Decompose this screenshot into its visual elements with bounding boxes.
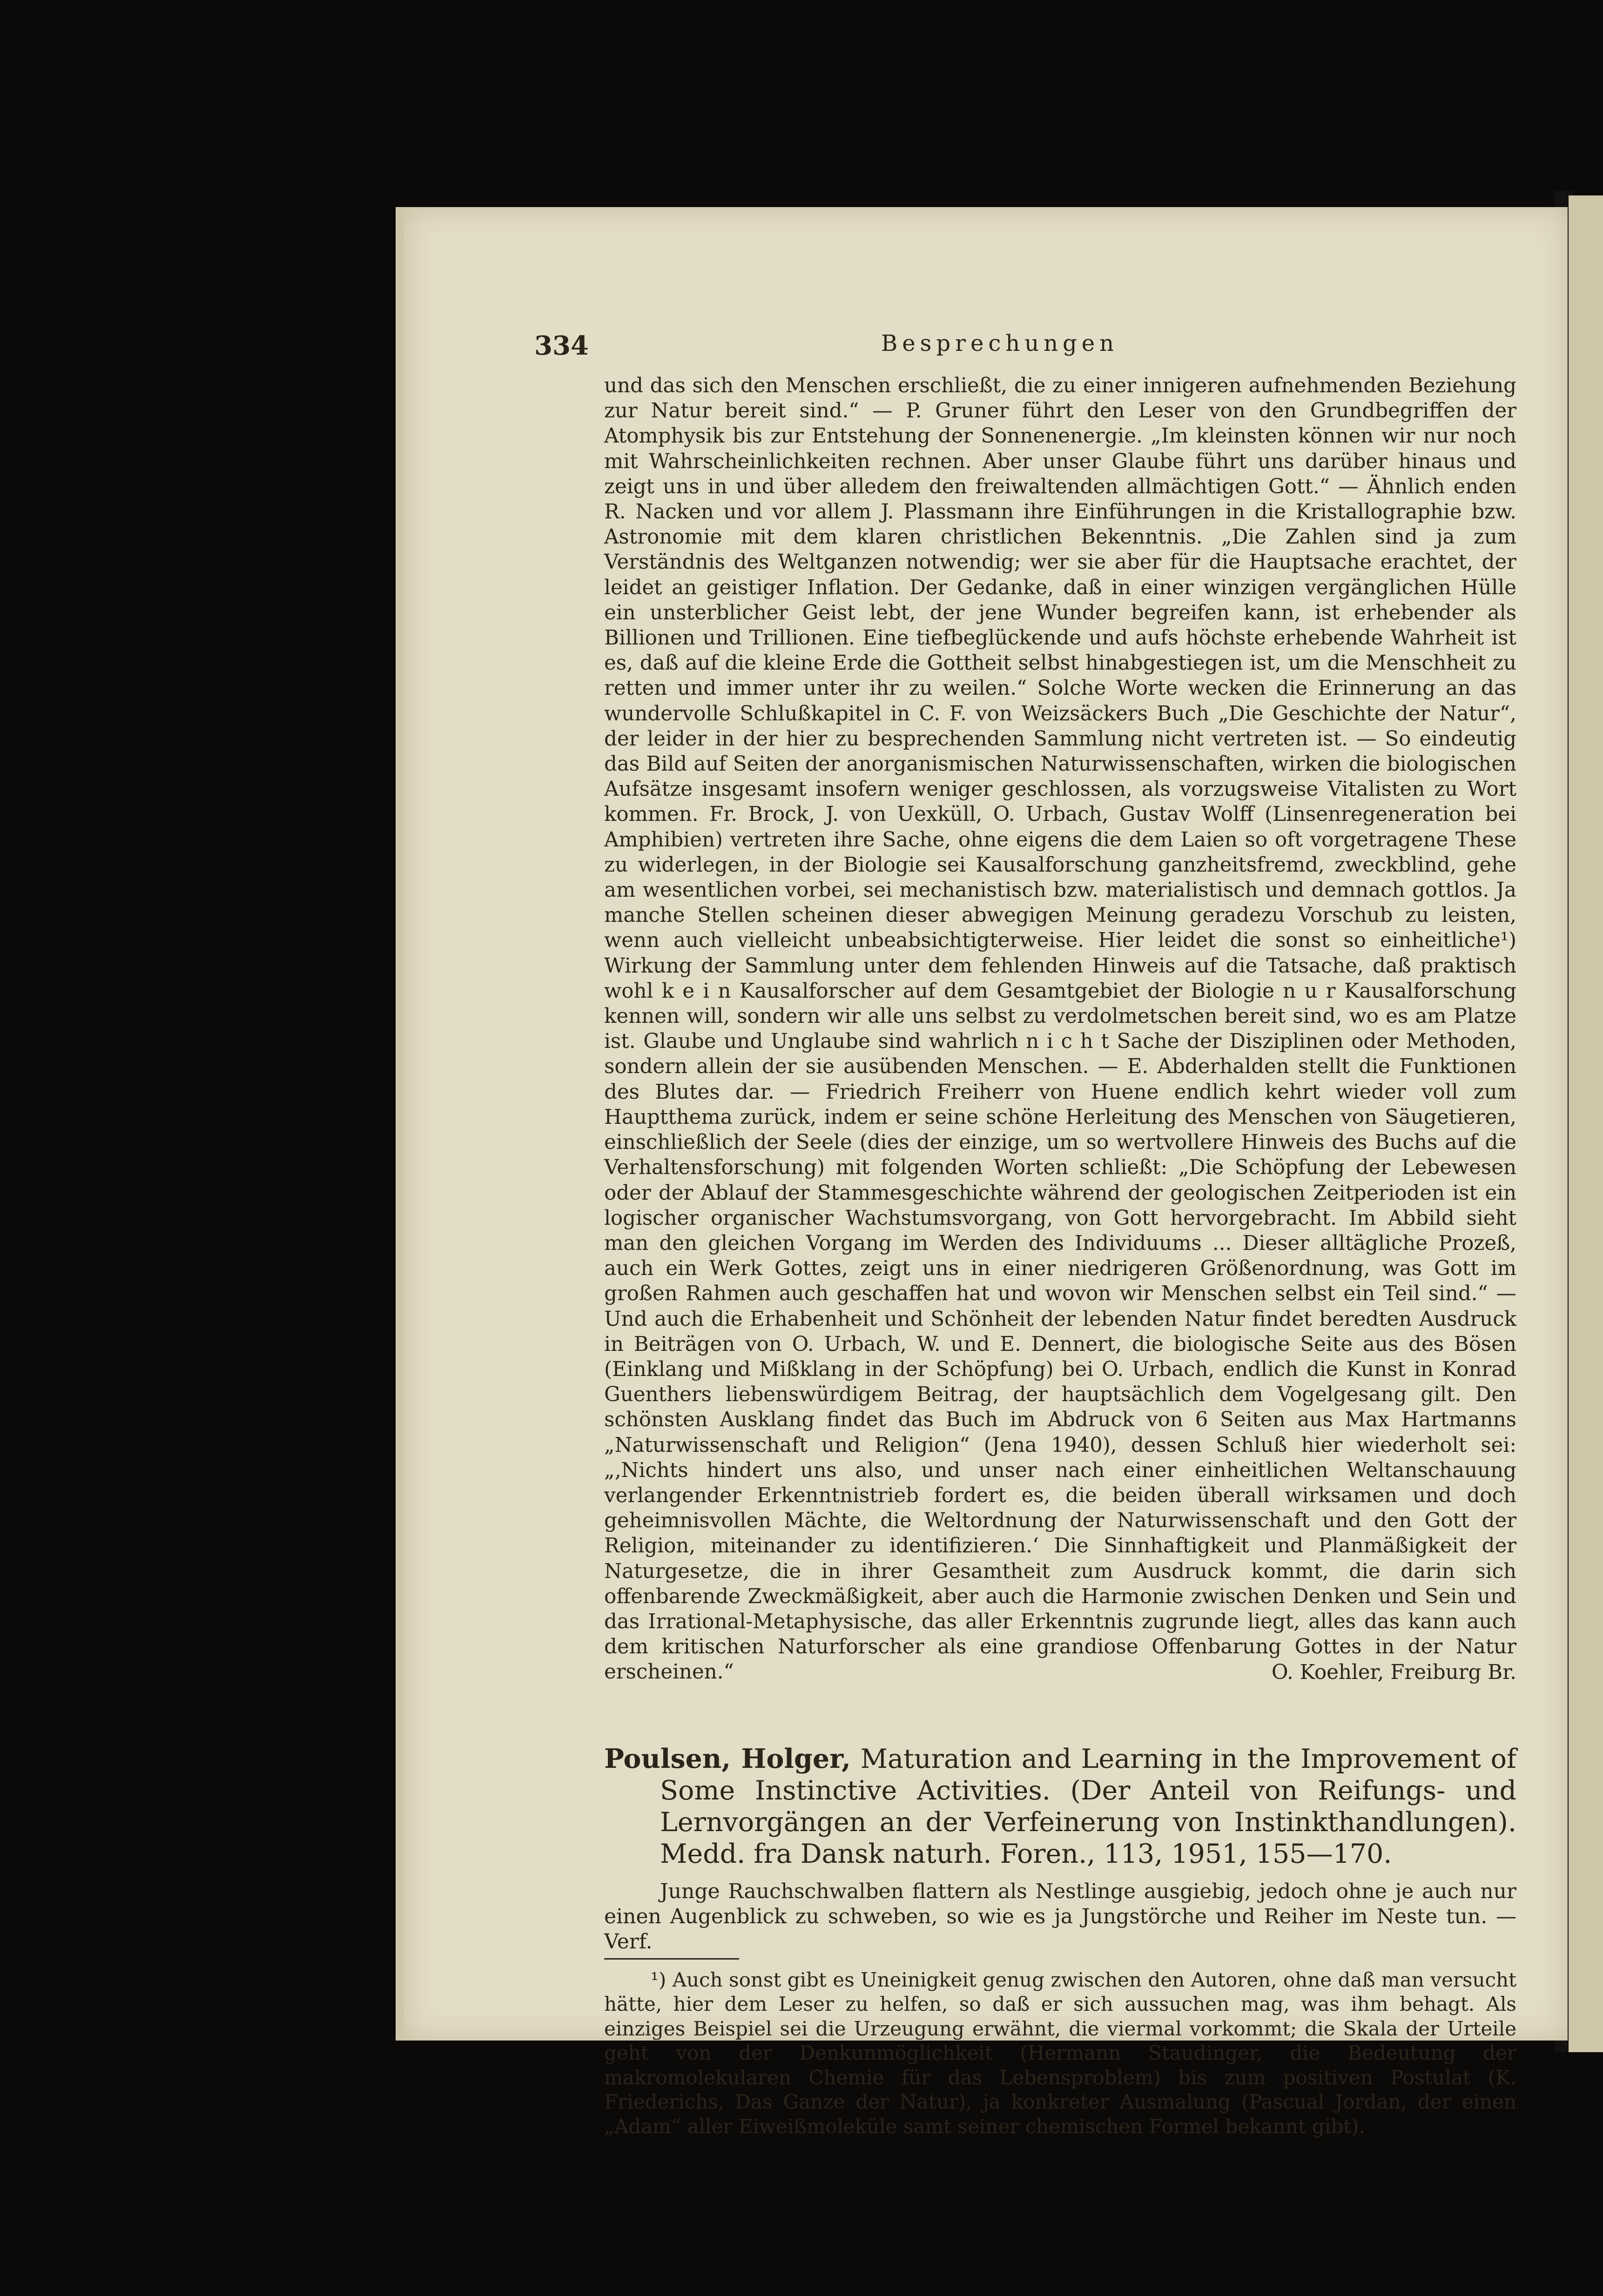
section-title: Besprechungen xyxy=(881,330,1119,356)
footnote xyxy=(604,1968,1516,2139)
review-entry xyxy=(604,1743,1516,1954)
footnote-text: Auch sonst gibt es Uneinigkeit genug zwischen den Autoren, ohne daß man versucht hätte, hier dem Leser zu helfen, so daß er sich aussuchen mag, was ihm behagt. Als einziges Beispiel sei die Urzeugung erwähnt, die viermal vorkommt; die Skala der Urteile geht von der Denkunmöglichkeit (Hermann Staudinger, die Bedeutung der makromolekularen Chemie für das Lebensproblem) bis zum positiven Postulat (K. Friederichs, Das Ganze der Natur), ja konkreter Ausmalung (Pascual Jordan, der einen „Adam“ aller Eiweißmoleküle samt seiner chemischen Formel bekannt gibt). xyxy=(604,1968,1516,2138)
page-content xyxy=(534,330,1517,2139)
page-number: 334 xyxy=(534,330,589,361)
entry-summary: Junge Rauchschwalben flattern als Nestlinge ausgiebig, jedoch ohne je auch nur einen Augenblick zu schweben, so wie es ja Jungstörche und Reiher im Neste tun. — Verf. xyxy=(604,1879,1516,1954)
review-continuation xyxy=(604,373,1516,1685)
entry-heading xyxy=(604,1743,1516,1870)
running-head xyxy=(534,330,1516,363)
footnote-rule xyxy=(604,1958,739,1960)
reviewer-signature: O. Koehler, Freiburg Br. xyxy=(1271,1660,1516,1684)
entry-author: Poulsen, Holger, xyxy=(604,1743,851,1774)
footnote-marker: ¹) xyxy=(651,1968,667,1991)
book-page xyxy=(396,207,1568,2138)
next-page-edge xyxy=(1569,195,1603,2052)
entry-citation: Maturation and Learning in the Improvement of Some Instinctive Activities. (Der Anteil von Reifungs- und Lernvorgängen an der Verfeinerung von Instinkthandlungen). Medd. fra Dansk naturh. Foren., 113, 1951, 155—170. xyxy=(660,1743,1517,1869)
review-body: und das sich den Menschen erschließt, die zu einer innigeren aufnehmenden Beziehung zur Natur bereit sind.“ — P. Gruner führt den Leser von den Grundbegriffen der Atomphysik bis zur Entstehung der Sonnenenergie. „Im kleinsten können wir nur noch mit Wahrscheinlichkeiten rechnen. Aber unser Glaube führt uns darüber hinaus und zeigt uns in und über alledem den freiwaltenden allmächtigen Gott.“ — Ähnlich enden R. Nacken und vor allem J. Plassmann ihre Einführungen in die Kristallographie bzw. Astronomie mit dem klaren christlichen Bekenntnis. „Die Zahlen sind ja zum Verständnis des Weltganzen notwendig; wer sie aber für die Hauptsache erachtet, der leidet an geistiger Inflation. Der Gedanke, daß in einer winzigen vergänglichen Hülle ein unsterblicher Geist lebt, der jene Wunder begreifen kann, ist erhebender als Billionen und Trillionen. Eine tiefbeglückende und aufs höchste erhebende Wahrheit ist es, daß auf die kleine Erde die Gottheit selbst hinabgestiegen ist, um die Menschheit zu retten und immer unter ihr zu weilen.“ Solche Worte wecken die Erinnerung an das wundervolle Schlußkapitel in C. F. von Weizsäckers Buch „Die Geschichte der Natur“, der leider in der hier zu besprechenden Sammlung nicht vertreten ist. — So eindeutig das Bild auf Seiten der anorganismischen Naturwissenschaften, wirken die biologischen Aufsätze insgesamt insofern weniger geschlossen, als vorzugsweise Vitalisten zu Wort kommen. Fr. Brock, J. von Uexküll, O. Urbach, Gustav Wolff (Linsenregeneration bei Amphibien) vertreten ihre Sache, ohne eigens die dem Laien so oft vorgetragene These zu widerlegen, in der Biologie sei Kausalforschung ganzheitsfremd, zweckblind, gehe am wesentlichen vorbei, sei mechanistisch bzw. materialistisch und demnach gottlos. Ja manche Stellen scheinen dieser abwegigen Meinung geradezu Vorschub zu leisten, wenn auch vielleicht unbeabsichtigterweise. Hier leidet die sonst so einheitliche¹) Wirkung der Sammlung unter dem fehlenden Hinweis auf die Tatsache, daß praktisch wohl k e i n Kausalforscher auf dem Gesamtgebiet der Biologie n u r Kausalforschung kennen will, sondern wir alle uns selbst zu verdolmetschen bereit sind, wo es am Platze ist. Glaube und Unglaube sind wahrlich n i c h t Sache der Disziplinen oder Methoden, sondern allein der sie ausübenden Menschen. — E. Abderhalden stellt die Funktionen des Blutes dar. — Friedrich Freiherr von Huene endlich kehrt wieder voll zum Hauptthema zurück, indem er seine schöne Herleitung des Menschen von Säugetieren, einschließlich der Seele (dies der einzige, um so wertvollere Hinweis des Buchs auf die Verhaltensforschung) mit folgenden Worten schließt: „Die Schöpfung der Lebewesen oder der Ablauf der Stammesgeschichte während der geologischen Zeitperioden ist ein logischer organischer Wachstumsvorgang, von Gott hervorgebracht. Im Abbild sieht man den gleichen Vorgang im Werden des Individuums ... Dieser alltägliche Prozeß, auch ein Werk Gottes, zeigt uns in einer niedrigeren Größenordnung, was Gott im großen Rahmen auch geschaffen hat und wovon wir Menschen selbst ein Teil sind.“ — Und auch die Erhabenheit und Schönheit der lebenden Natur findet beredten Ausdruck in Beiträgen von O. Urbach, W. und E. Dennert, die biologische Seite aus des Bösen (Einklang und Mißklang in der Schöpfung) bei O. Urbach, endlich die Kunst in Konrad Guenthers liebenswürdigem Beitrag, der hauptsächlich dem Vogelgesang gilt. Den schönsten Ausklang findet das Buch im Abdruck von 6 Seiten aus Max Hartmanns „Naturwissenschaft und Religion“ (Jena 1940), dessen Schluß hier wiederholt sei: „‚Nichts hindert uns also, und unser nach einer einheitlichen Weltanschauung verlangender Erkenntnistrieb fordert es, die beiden überall wirksamen und doch geheimnisvollen Mächte, die Weltordnung der Naturwissenschaft und den Gott der Religion, miteinander zu identifizieren.‘ Die Sinnhaftigkeit und Planmäßigkeit der Naturgesetze, die in ihrer Gesamtheit zum Ausdruck kommt, die darin sich offenbarende Zweckmäßigkeit, aber auch die Harmonie zwischen Denken und Sein und das Irrational-Metaphysische, das aller Erkenntnis zugrunde liegt, alles das kann auch dem kritischen Naturforscher als eine grandiose Offenbarung Gottes in der Natur erscheinen.“ xyxy=(604,374,1516,1684)
